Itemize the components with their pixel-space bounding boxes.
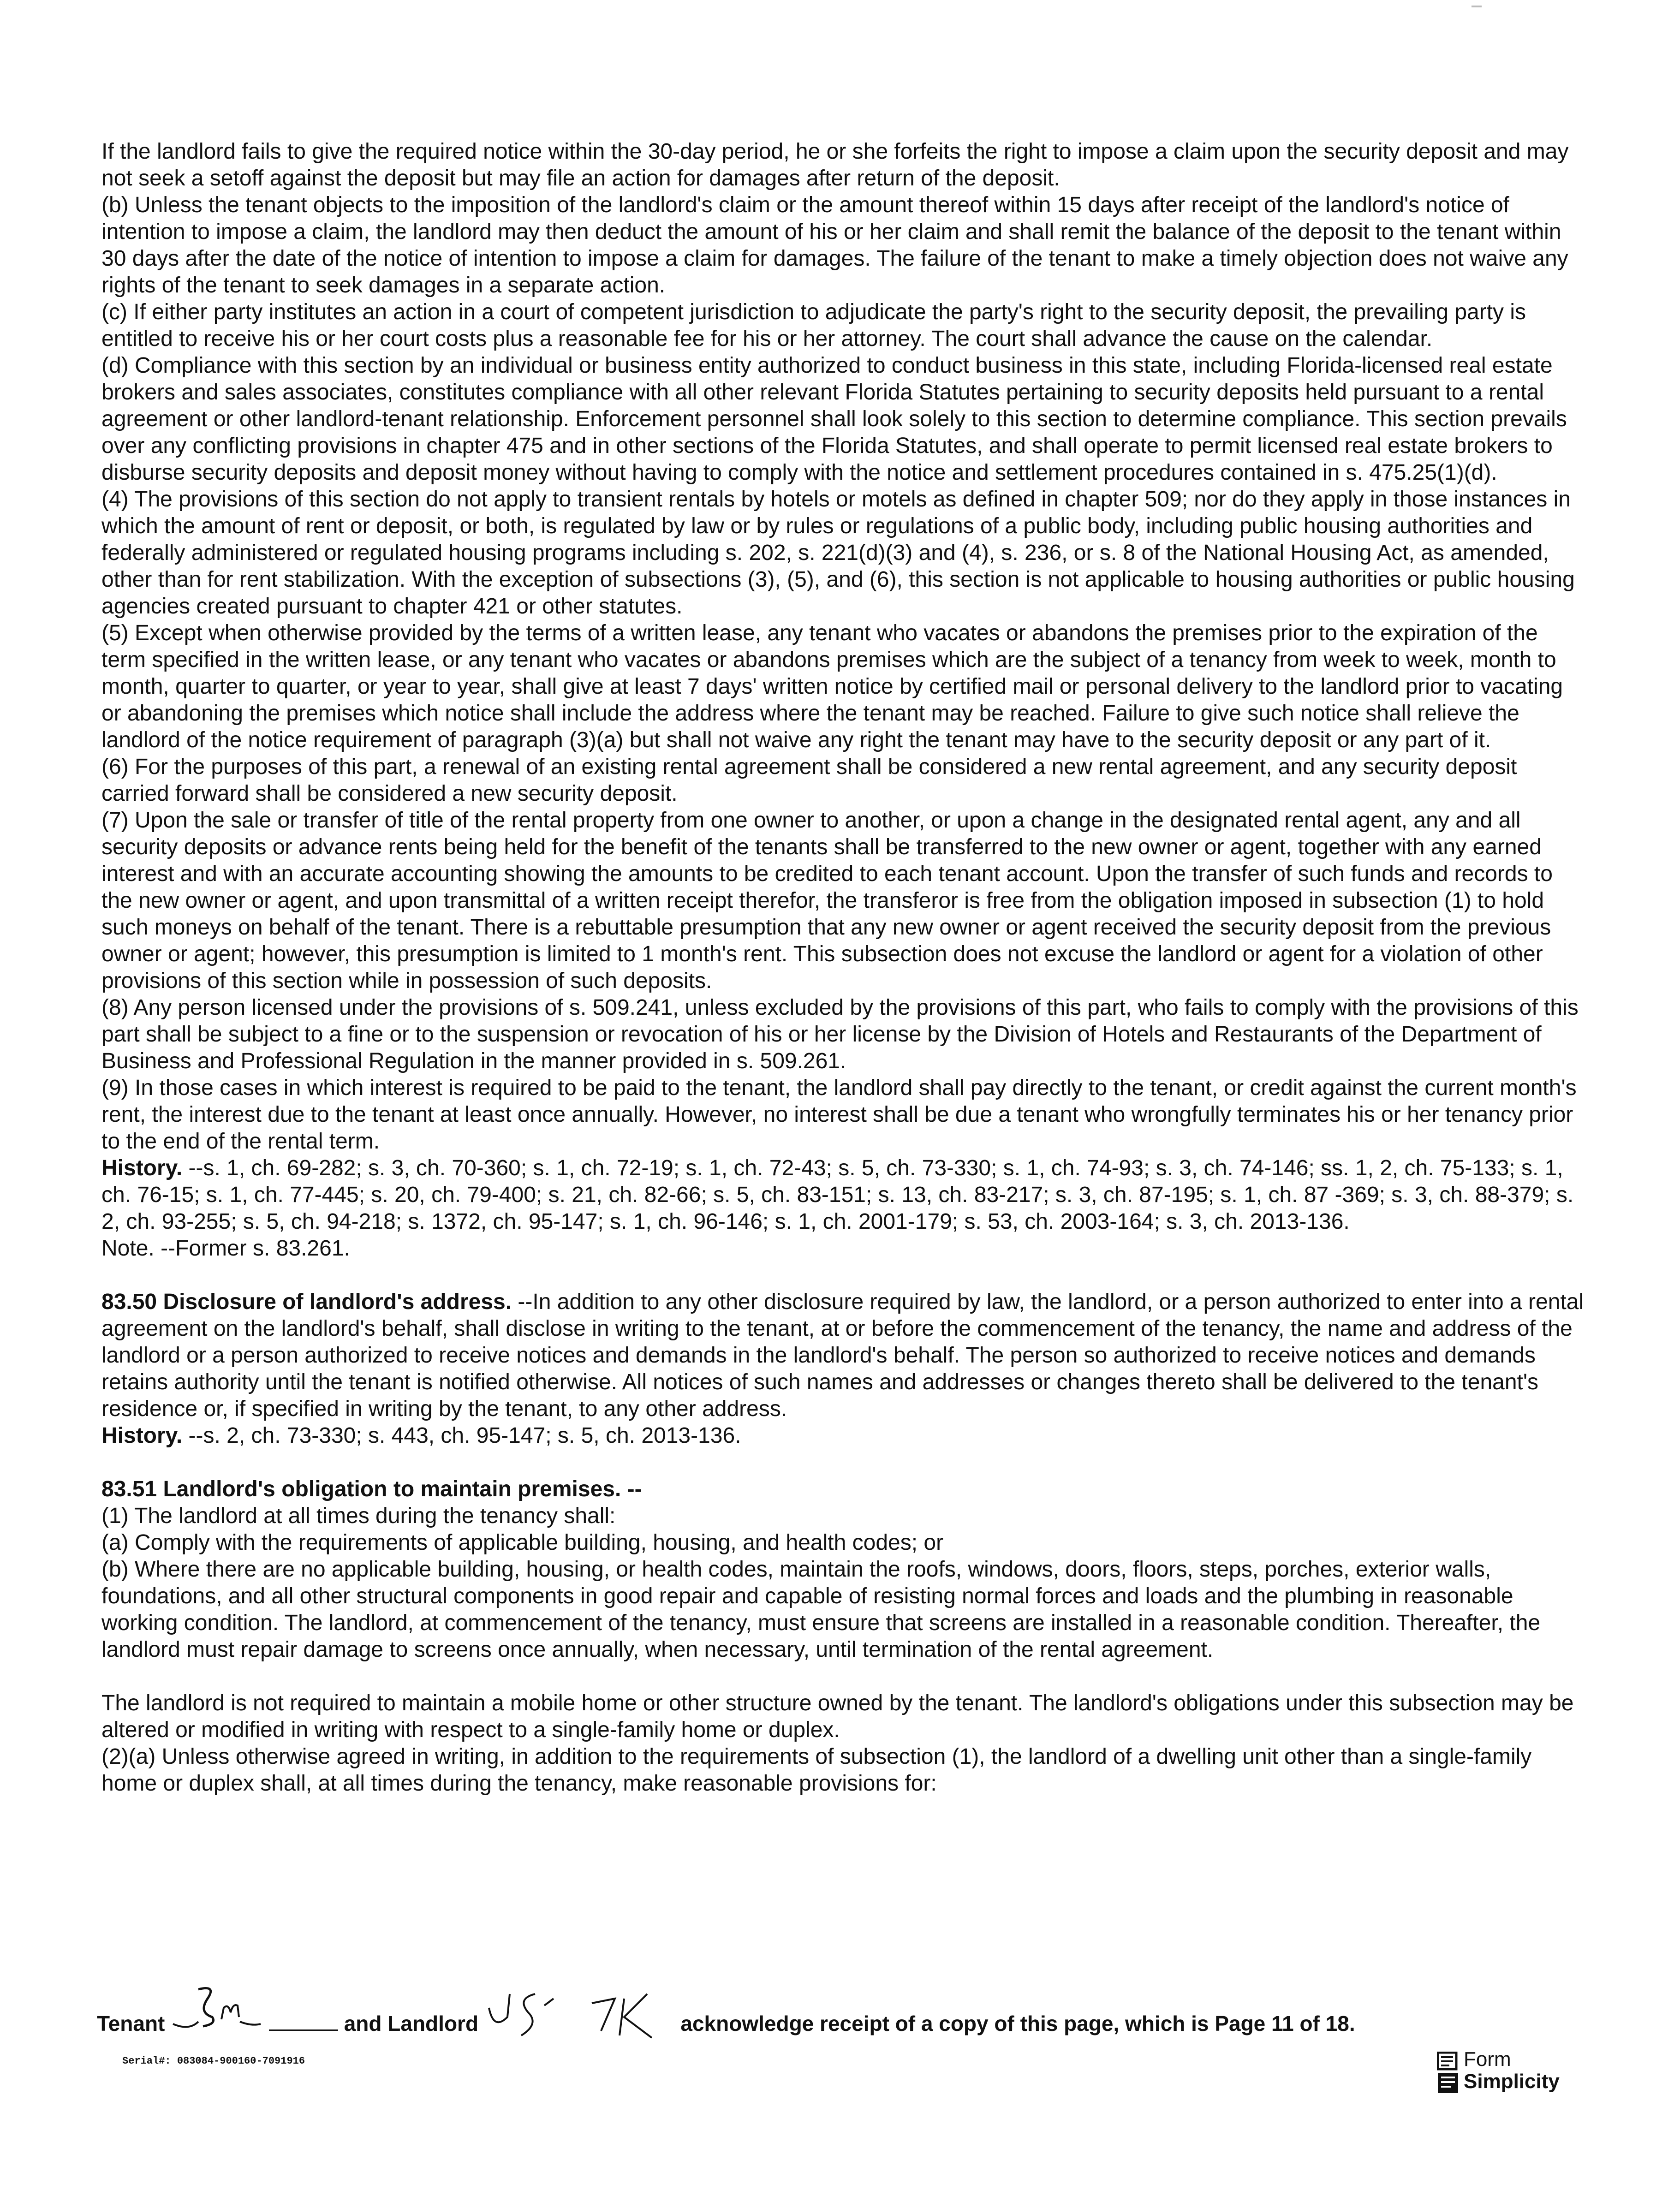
note-former-section: Note. --Former s. 83.261. (101, 1236, 350, 1261)
paragraph-b-objection: (b) Unless the tenant objects to the imposition of the landlord's claim or the amount thereof within 15 days after receipt of the landlord's notice of intention to impose a claim, the landlord may then deduct the amount of his or her claim and shall remit the balance of the deposit to the tenant within 30 days after the date of the notice of intention to impose a claim for damages. The failure of the tenant to make a timely objection does not waive any rights of the tenant to seek damages in a separate action. (101, 193, 1568, 298)
paragraph-forfeit-notice: If the landlord fails to give the required notice within the 30-day period, he or she forfeits the right to impose a claim upon the security deposit and may not seek a setoff against the deposit but may file an action for damages after return of the deposit. (101, 139, 1569, 190)
history-8349 (101, 1155, 1587, 1235)
and-landlord-label: and Landlord (344, 2011, 479, 2035)
brand-name-line1: Form (1464, 2048, 1511, 2071)
history-8350 (101, 1422, 1587, 1449)
history-text: --s. 2, ch. 73-330; s. 443, ch. 95-147; s. 5, ch. 2013-136. (182, 1423, 741, 1448)
landlord-initials-1[interactable] (484, 2012, 577, 2031)
history-text: --s. 1, ch. 69-282; s. 3, ch. 70-360; s. 1, ch. 72-19; s. 1, ch. 72-43; s. 5, ch. 73-330; s. 1, ch. 74-93; s. 3, ch. 74-146; ss. 1, 2, ch. 75-133; s. 1, ch. 76-15; s. 1, ch. 77-445; s. 20, ch. 79-400; s. 21, ch. 82-66; s. 5, ch. 83-151; s. 13, ch. 83-217; s. 3, ch. 87-195; s. 1, ch. 87 -369; s. 3, ch. 88-379; s. 2, ch. 93-255; s. 5, ch. 94-218; s. 1372, ch. 95-147; s. 1, ch. 96-146; s. 1, ch. 2001-179; s. 53, ch. 2003-164; s. 3, ch. 2013-136. (101, 1156, 1574, 1234)
acknowledgment-text: acknowledge receipt of a copy of this page, which is Page 11 of 18. (680, 2011, 1355, 2035)
paragraph-mobile-home: The landlord is not required to maintain a mobile home or other structure owned by the tenant. The landlord's obligations under this subsection may be altered or modified in writing with respect to a single-family home or duplex. (101, 1691, 1574, 1742)
history-label: History. (101, 1156, 183, 1180)
document-page (101, 138, 1587, 1797)
form-simplicity-logo (1437, 2048, 1560, 2099)
paragraph-6-renewal: (6) For the purposes of this part, a renewal of an existing rental agreement shall be considered a new rental agreement, and any security deposit carried forward shall be considered a new security deposit. (101, 755, 1517, 806)
scan-mark (1471, 6, 1482, 7)
landlord-initials-2[interactable] (583, 2012, 675, 2031)
section-text-8350: --In addition to any other disclosure required by law, the landlord, or a person authorized to enter into a rental agreement on the landlord's behalf, shall disclose in writing to the tenant, at or before the commencement of the tenancy, the name and address of the landlord or a person authorized to receive notices and demands in the landlord's behalf. The person so authorized to receive notices and demands retains authority until the tenant is notified otherwise. All notices of such names and addresses or changes thereto shall be delivered to the tenant's residence or, if specified in writing by the tenant, to any other address. (101, 1290, 1584, 1421)
tenant-initials-2[interactable] (269, 2011, 338, 2031)
landlord-initials-signature-icon (583, 1980, 675, 2045)
section-8351-item-1: (1) The landlord at all times during the tenancy shall: (101, 1504, 616, 1528)
paragraph-4-transient-rentals: (4) The provisions of this section do not apply to transient rentals by hotels or motels as defined in chapter 509; nor do they apply in those instances in which the amount of rent or deposit, or both, is regulated by law or by rules or regulations of a public body, including public housing authorities and federally administered or regulated housing programs including s. 202, s. 221(d)(3) and (4), s. 236, or s. 8 of the National Housing Act, as amended, other than for rent stabilization. With the exception of subsections (3), (5), and (6), this section is not applicable to housing authorities or public housing agencies created pursuant to chapter 421 or other statutes. (101, 487, 1575, 619)
section-8351-item-a: (a) Comply with the requirements of applicable building, housing, and health codes; or (101, 1530, 944, 1555)
page-footer (97, 1997, 1582, 2093)
acknowledgment-line (97, 2011, 1355, 2036)
paragraph-2a-provisions: (2)(a) Unless otherwise agreed in writing, in addition to the requirements of subsection (1), the landlord of a dwelling unit other than a single-family home or duplex shall, at all times during the tenancy, make reasonable provisions for: (101, 1744, 1532, 1796)
serial-number: Serial#: 083084-900160-7091916 (122, 2055, 305, 2067)
landlord-initials-signature-icon (484, 1980, 577, 2045)
section-8350 (101, 1289, 1587, 1422)
history-label: History. (101, 1423, 183, 1448)
paragraph-5-vacate-notice: (5) Except when otherwise provided by the terms of a written lease, any tenant who vacates or abandons the premises prior to the expiration of the term specified in the written lease, or any tenant who vacates or abandons premises which are the subject of a tenancy from week to week, month to month, quarter to quarter, or year to year, shall give at least 7 days' written notice by certified mail or personal delivery to the landlord prior to vacating or abandoning the premises which notice shall include the address where the tenant may be reached. Failure to give such notice shall relieve the landlord of the notice requirement of paragraph (3)(a) but shall not waive any right the tenant may have to the security deposit or any part of it. (101, 621, 1563, 752)
paragraph-9-interest: (9) In those cases in which interest is required to be paid to the tenant, the landlord shall pay directly to the tenant, or credit against the current month's rent, the interest due to the tenant at least once annually. However, no interest shall be due a tenant who wrongfully terminates his or her tenancy prior to the end of the rental term. (101, 1076, 1577, 1154)
paragraph-8-licensed-person: (8) Any person licensed under the provisions of s. 509.241, unless excluded by the provisions of this part, who fails to comply with the provisions of this part shall be subject to a fine or to the suspension or revocation of his or her license by the Division of Hotels and Restaurants of the Department of Business and Professional Regulation in the manner provided in s. 509.261. (101, 995, 1579, 1073)
tenant-initials-1[interactable] (171, 2012, 263, 2031)
spacer (101, 1449, 1587, 1476)
section-heading-8350: 83.50 Disclosure of landlord's address. (101, 1290, 512, 1314)
tenant-label: Tenant (97, 2011, 165, 2035)
section-8351-item-b: (b) Where there are no applicable building, housing, or health codes, maintain the roofs, windows, doors, floors, steps, porches, exterior walls, foundations, and all other structural components in good repair and capable of resisting normal forces and loads and the plumbing in reasonable working condition. The landlord, at commencement of the tenancy, must ensure that screens are installed in a reasonable condition. Thereafter, the landlord must repair damage to screens once annually, when necessary, until termination of the rental agreement. (101, 1557, 1541, 1662)
spacer (101, 1262, 1587, 1289)
document-logo-icon (1437, 2052, 1460, 2094)
paragraph-c-court-action: (c) If either party institutes an action in a court of competent jurisdiction to adjudicate the party's right to the security deposit, the prevailing party is entitled to receive his or her court costs plus a reasonable fee for his or her attorney. The court shall advance the cause on the calendar. (101, 300, 1526, 351)
brand-name-line2: Simplicity (1464, 2070, 1560, 2093)
paragraph-d-compliance: (d) Compliance with this section by an individual or business entity authorized to conduct business in this state, including Florida-licensed real estate brokers and sales associates, constitutes compliance with all other relevant Florida Statutes pertaining to security deposits held pursuant to a rental agreement or other landlord-tenant relationship. Enforcement personnel shall look solely to this section to determine compliance. This section prevails over any conflicting provisions in chapter 475 and in other sections of the Florida Statutes, and shall operate to permit licensed real estate brokers to disburse security deposits and deposit money without having to comply with the notice and settlement procedures contained in s. 475.25(1)(d). (101, 353, 1567, 485)
tenant-initials-signature-icon (171, 1980, 263, 2035)
paragraph-7-sale-transfer: (7) Upon the sale or transfer of title of the rental property from one owner to another, or upon a change in the designated rental agent, any and all security deposits or advance rents being held for the benefit of the tenants shall be transferred to the new owner or agent, together with any earned interest and with an accurate accounting showing the amounts to be credited to each tenant account. Upon the transfer of such funds and records to the new owner or agent, and upon transmittal of a written receipt therefor, the transferor is free from the obligation imposed in subsection (1) to hold such moneys on behalf of the tenant. There is a rebuttable presumption that any new owner or agent received the security deposit from the previous owner or agent; however, this presumption is limited to 1 month's rent. This subsection does not excuse the landlord or agent for a violation of other provisions of this section while in possession of such deposits. (101, 808, 1553, 993)
section-heading-8351: 83.51 Landlord's obligation to maintain premises. -- (101, 1477, 642, 1501)
spacer (101, 1663, 1587, 1690)
